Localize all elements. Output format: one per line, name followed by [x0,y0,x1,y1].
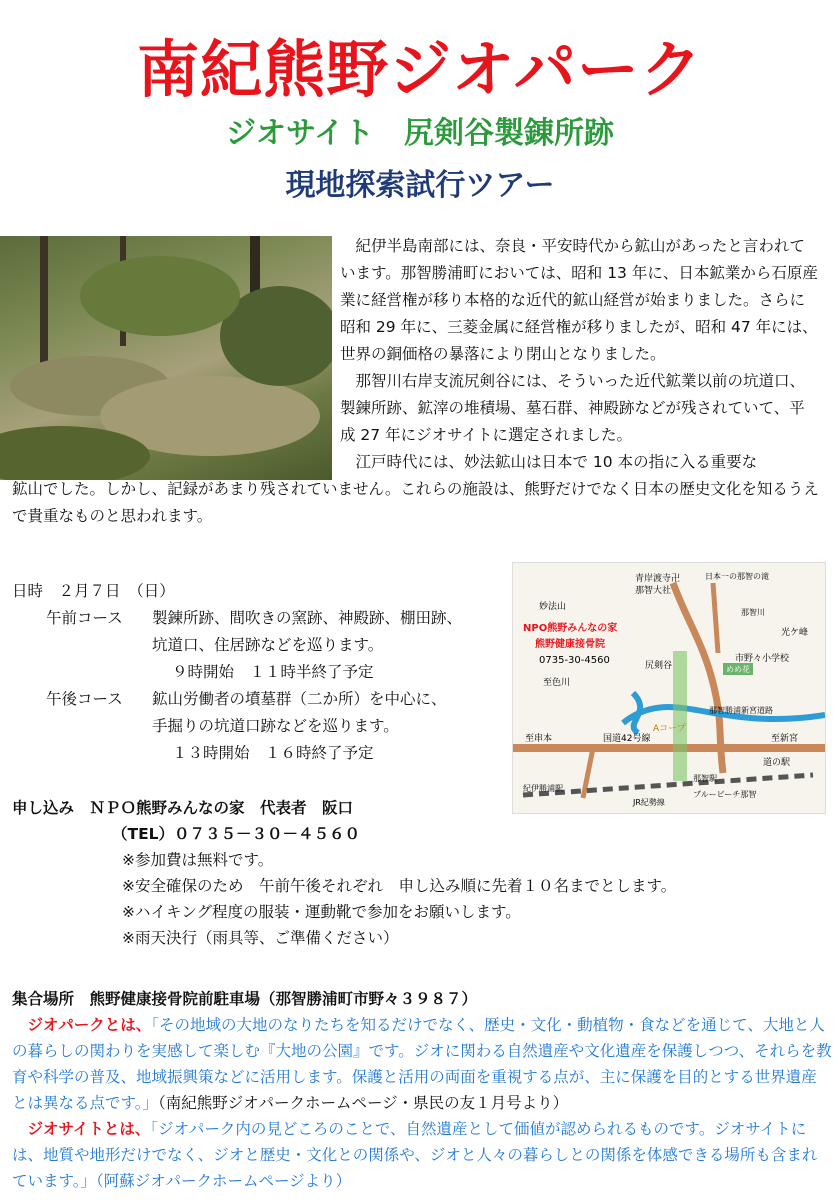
map-acoop: Aコープ [653,724,686,734]
map-shop: めめ花 [726,665,750,674]
meeting-info [12,986,832,1194]
intro-paragraph-1: 紀伊半島南部には、奈良・平安時代から鉱山があったと言われています。那智勝浦町においては、昭和 13 年に、日本鉱業から石原産業に経営権が移り本格的な近代的鉱山経営が始まりました。さらに昭和 29 年に、三菱金属に経営権が移りましたが、昭和 47 年には、世界の銅価格の暴落により閉山となりました。 [340,237,818,363]
map-waterfall: 日本一の那智の滝 [705,572,769,581]
schedule [12,578,512,767]
map-route42: 国道42号線 [603,734,651,744]
intro-paragraph-3b: 鉱山でした。しかし、記録があまり残されていません。これらの施設は、熊野だけでなく日本の歴史文化を知るうえで貴重なものと思われます。 [12,480,819,525]
intro-paragraph-3a: 江戸時代には、妙法鉱山は日本で 10 本の指に入る重要な [355,453,758,471]
map-taisha: 那智大社 [635,586,672,596]
note-fee: ※参加費は無料です。 [122,851,274,869]
am-course-time: ９時開始 １１時半終了予定 [172,663,374,681]
map-clinic-name: 熊野健康接骨院 [535,639,605,650]
pm-course-desc2: 手掘りの坑道口跡などを巡ります。 [152,717,399,735]
geopark-source: （南紀熊野ジオパークホームページ・県民の友１月号より） [158,1094,569,1112]
map-kushimoto: 至串本 [525,734,553,744]
map-seiganji: 青岸渡寺卍 [635,574,681,584]
map-kiisei: JR紀勢線 [633,798,665,807]
pm-course-time: １３時開始 １６時終了予定 [172,744,374,762]
map-nachigawa: 那智川 [741,608,765,617]
map-michinoeki: 道の駅 [763,758,791,768]
map-kokamine: 光ケ峰 [781,628,809,638]
map-myohozan: 妙法山 [539,602,567,612]
map-npo-name: NPO熊野みんなの家 [523,623,618,634]
apply-contact: 申し込み ＮＰＯ熊野みんなの家 代表者 阪口 [12,799,354,817]
geosite-source: （阿蘇ジオパークホームページより） [96,1172,352,1190]
note-rain: ※雨天決行（雨具等、ご準備ください） [122,929,399,947]
schedule-date: 日時 ２月７日 （日） [12,582,175,600]
am-course-desc1: 製錬所跡、間吹きの窯跡、神殿跡、棚田跡、 [152,609,463,627]
geosite-definition: 「ジオパーク内の見どころのことで、自然遺産として価値が認められるものです。ジオサイトには、地質や地形だけでなく、ジオと歴史・文化との関係や、ジオと人々の暮らしとの関係を体感できる場所も含まれています。」 [12,1120,818,1190]
forest-photo [0,236,332,480]
map-shiritsurugi: 尻剣谷 [645,661,673,671]
note-capacity: ※安全確保のため 午前午後それぞれ 申し込み順に先着１０名までとします。 [122,877,677,895]
application-info [12,795,832,951]
geopark-term: ジオパークとは、 [27,1016,152,1034]
subtitle-geosite: ジオサイト 尻剣谷製錬所跡 [226,116,614,151]
intro-text [340,233,820,476]
note-clothing: ※ハイキング程度の服装・運動靴で参加をお願いします。 [122,903,521,921]
subtitle-tour: 現地探索試行ツアー [285,168,555,203]
am-course-desc2: 坑道口、住居跡などを巡ります。 [152,636,384,654]
map-nachi-station: 那智駅 [693,774,717,783]
map-shiroikawa: 至色川 [543,678,571,688]
access-map [512,562,826,814]
page-title: 南紀熊野ジオパーク [137,33,703,106]
intro-paragraph-2: 那智川右岸支流尻剣谷には、そういった近代鉱業以前の坑道口、製錬所跡、鉱滓の堆積場、墓石群、神殿跡などが残されていて、平成 27 年にジオサイトに選定されました。 [340,372,806,444]
map-blue-beach: ブルービーチ那智 [693,790,757,799]
am-course-label: 午前コース [46,609,123,627]
map-school: 市野々小学校 [735,654,790,664]
map-tel: 0735-30-4560 [539,655,610,666]
meeting-place: 集合場所 熊野健康接骨院前駐車場（那智勝浦町市野々３９８７） [12,990,478,1008]
map-road-shingu: 那智勝浦新宮道路 [709,706,773,715]
geopark-definition: 「その地域の大地のなりたちを知るだけでなく、歴史・文化・動植物・食などを通じて、大地と人の暮らしの関わりを実感して楽しむ『大地の公園』です。ジオに関わる自然遺産や文化遺産を保護しつつ、それらを教育や科学の普及、地域振興策などに活用します。保護と活用の両面を重視する点が、主に保護を目的とする世界遺産とは異なる点です。」 [12,1016,832,1112]
map-kii-katsuura: 紀伊勝浦駅 [523,784,563,793]
geosite-term: ジオサイトとは、 [27,1120,151,1138]
pm-course-desc1: 鉱山労働者の墳墓群（二か所）を中心に、 [152,690,447,708]
pm-course-label: 午後コース [46,690,123,708]
apply-tel: （TEL）０７３５－３０－４５６０ [112,825,361,843]
map-shingu: 至新宮 [771,734,799,744]
